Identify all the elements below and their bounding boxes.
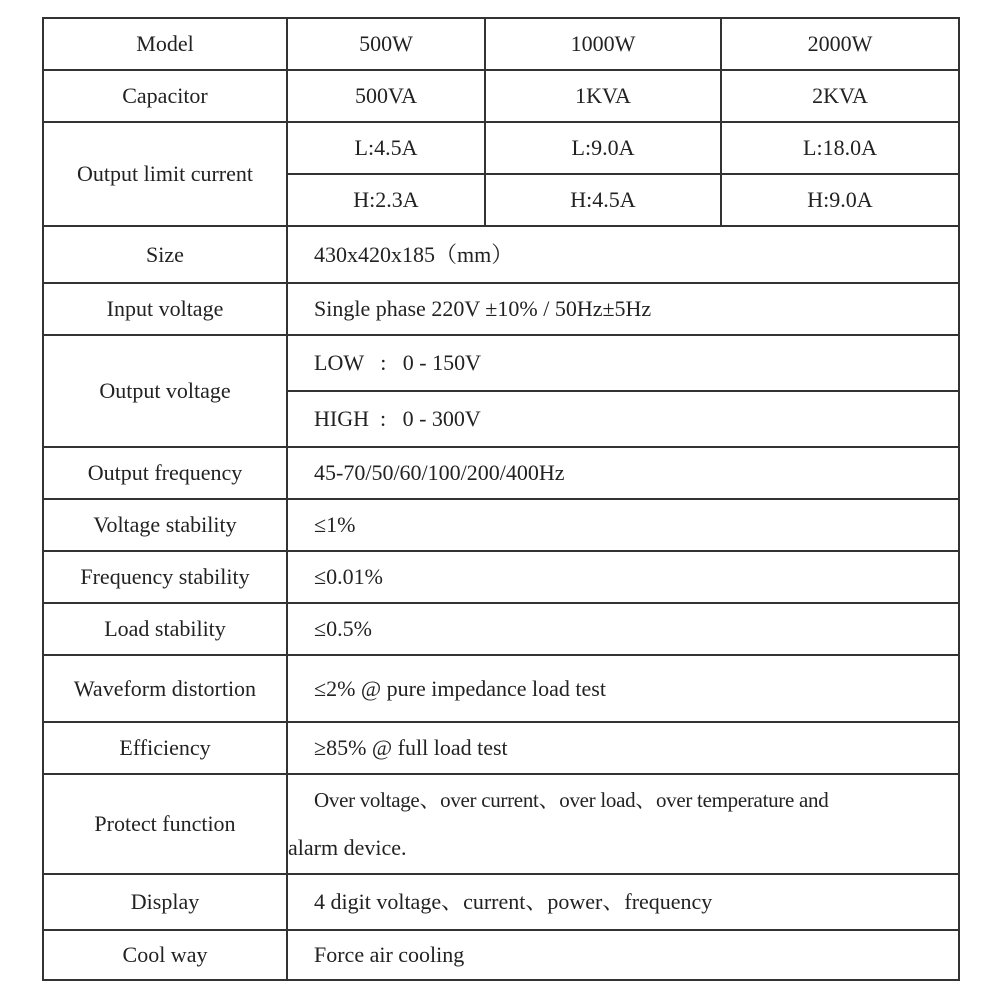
limit-low-500w: L:4.5A — [287, 122, 485, 174]
row-waveform-distortion — [43, 655, 959, 722]
value-voltage-stability: ≤1% — [287, 499, 959, 551]
value-waveform-distortion: ≤2% @ pure impedance load test — [287, 655, 959, 722]
row-input-voltage — [43, 283, 959, 335]
capacitor-2000w: 2KVA — [721, 70, 959, 122]
limit-low-2000w: L:18.0A — [721, 122, 959, 174]
protect-line-2: alarm device. — [288, 835, 407, 860]
row-voltage-stability — [43, 499, 959, 551]
label-size: Size — [43, 226, 287, 283]
spec-sheet — [42, 17, 958, 983]
row-output-voltage-low — [43, 335, 959, 391]
label-capacitor: Capacitor — [43, 70, 287, 122]
model-1000w: 1000W — [485, 18, 721, 70]
value-size: 430x420x185（mm） — [287, 226, 959, 283]
row-display — [43, 874, 959, 930]
value-cool-way: Force air cooling — [287, 930, 959, 980]
value-load-stability: ≤0.5% — [287, 603, 959, 655]
limit-high-2000w: H:9.0A — [721, 174, 959, 226]
label-load-stability: Load stability — [43, 603, 287, 655]
value-frequency-stability: ≤0.01% — [287, 551, 959, 603]
label-cool-way: Cool way — [43, 930, 287, 980]
row-output-limit-low — [43, 122, 959, 174]
model-2000w: 2000W — [721, 18, 959, 70]
spec-table — [42, 17, 960, 981]
row-size — [43, 226, 959, 283]
value-output-voltage-high: HIGH : 0 - 300V — [287, 391, 959, 447]
value-protect-function — [287, 774, 959, 874]
row-efficiency — [43, 722, 959, 774]
label-input-voltage: Input voltage — [43, 283, 287, 335]
label-efficiency: Efficiency — [43, 722, 287, 774]
row-load-stability — [43, 603, 959, 655]
value-efficiency: ≥85% @ full load test — [287, 722, 959, 774]
protect-line-1: Over voltage、over current、over load、over temperature and — [314, 788, 829, 812]
value-output-voltage-low: LOW : 0 - 150V — [287, 335, 959, 391]
value-input-voltage: Single phase 220V ±10% / 50Hz±5Hz — [287, 283, 959, 335]
label-protect-function: Protect function — [43, 774, 287, 874]
row-output-frequency — [43, 447, 959, 499]
limit-high-1000w: H:4.5A — [485, 174, 721, 226]
label-output-voltage: Output voltage — [43, 335, 287, 447]
value-output-frequency: 45-70/50/60/100/200/400Hz — [287, 447, 959, 499]
limit-high-500w: H:2.3A — [287, 174, 485, 226]
label-voltage-stability: Voltage stability — [43, 499, 287, 551]
capacitor-1000w: 1KVA — [485, 70, 721, 122]
label-frequency-stability: Frequency stability — [43, 551, 287, 603]
row-cool-way — [43, 930, 959, 980]
capacitor-500w: 500VA — [287, 70, 485, 122]
value-display: 4 digit voltage、current、power、frequency — [287, 874, 959, 930]
label-waveform-distortion: Waveform distortion — [43, 655, 287, 722]
label-display: Display — [43, 874, 287, 930]
row-frequency-stability — [43, 551, 959, 603]
limit-low-1000w: L:9.0A — [485, 122, 721, 174]
row-protect-function — [43, 774, 959, 874]
label-model: Model — [43, 18, 287, 70]
label-output-limit-current: Output limit current — [43, 122, 287, 226]
row-capacitor — [43, 70, 959, 122]
row-model — [43, 18, 959, 70]
label-output-frequency: Output frequency — [43, 447, 287, 499]
model-500w: 500W — [287, 18, 485, 70]
